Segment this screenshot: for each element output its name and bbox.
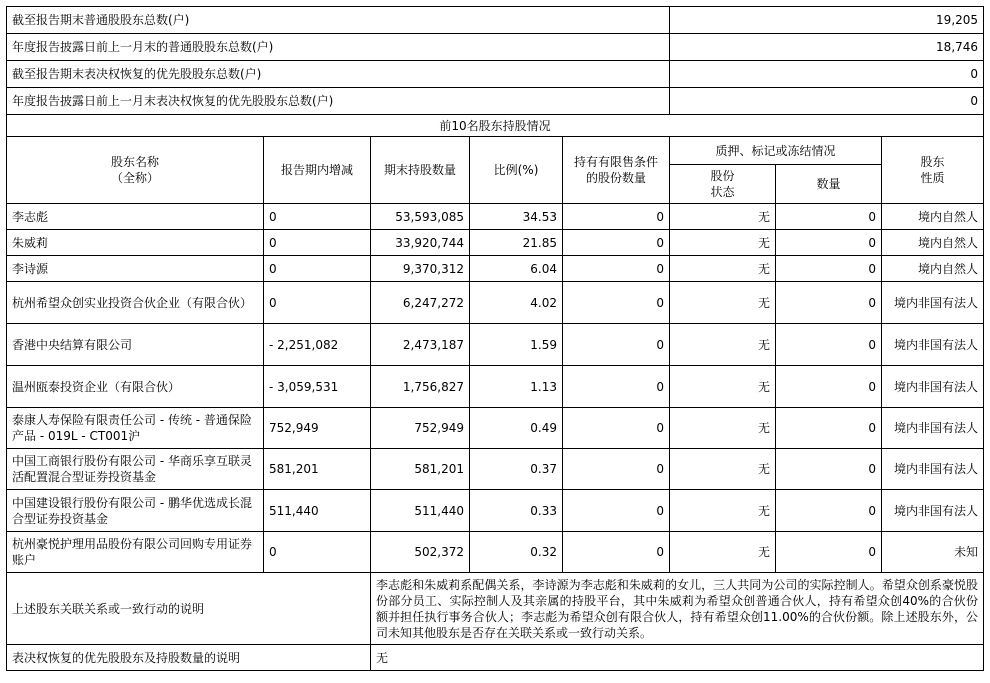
summary-row bbox=[7, 7, 984, 34]
pledge-qty: 0 bbox=[776, 408, 882, 449]
shareholder-restricted: 0 bbox=[563, 256, 670, 282]
header-change: 报告期内增减 bbox=[264, 137, 371, 204]
preferred-row bbox=[7, 645, 984, 671]
summary-row bbox=[7, 61, 984, 88]
shareholder-nature: 境内非国有法人 bbox=[882, 408, 984, 449]
header-nature: 股东 性质 bbox=[882, 137, 984, 204]
shareholder-change: 0 bbox=[264, 282, 371, 324]
shareholder-nature: 境内非国有法人 bbox=[882, 324, 984, 366]
table-row bbox=[7, 366, 984, 408]
shareholder-nature: 境内自然人 bbox=[882, 256, 984, 282]
shareholder-ratio: 21.85 bbox=[470, 230, 563, 256]
shareholder-change: - 3,059,531 bbox=[264, 366, 371, 408]
pledge-status: 无 bbox=[670, 532, 776, 573]
pledge-status: 无 bbox=[670, 490, 776, 532]
header-restricted: 持有有限售条件 的股份数量 bbox=[563, 137, 670, 204]
table-row bbox=[7, 408, 984, 449]
table-row bbox=[7, 282, 984, 324]
shareholder-shares: 6,247,272 bbox=[371, 282, 470, 324]
pledge-status: 无 bbox=[670, 256, 776, 282]
section-title-row bbox=[7, 115, 984, 137]
shareholder-name: 李志彪 bbox=[7, 204, 264, 230]
shareholder-nature: 境内自然人 bbox=[882, 204, 984, 230]
shareholder-ratio: 0.49 bbox=[470, 408, 563, 449]
pledge-qty: 0 bbox=[776, 490, 882, 532]
pledge-qty: 0 bbox=[776, 366, 882, 408]
summary-label: 年度报告披露日前上一月末的普通股股东总数(户) bbox=[7, 34, 670, 61]
shareholder-restricted: 0 bbox=[563, 408, 670, 449]
shareholder-ratio: 4.02 bbox=[470, 282, 563, 324]
shareholder-name: 中国建设银行股份有限公司 - 鹏华优选成长混合型证券投资基金 bbox=[7, 490, 264, 532]
header-row bbox=[7, 137, 984, 165]
shareholder-restricted: 0 bbox=[563, 230, 670, 256]
pledge-qty: 0 bbox=[776, 230, 882, 256]
section-title: 前10名股东持股情况 bbox=[7, 115, 984, 137]
shareholder-name: 中国工商银行股份有限公司 - 华商乐享互联灵活配置混合型证券投资基金 bbox=[7, 449, 264, 490]
relation-text: 李志彪和朱威莉系配偶关系，李诗源为李志彪和朱威莉的女儿，三人共同为公司的实际控制人。希望众创系豪悦股份部分员工、实际控制人及其亲属的持股平台，其中朱威莉为希望众创普通合伙人，持有希望众创40%的合伙份额并担任执行事务合伙人；李志彪为希望众创有限合伙人，持有希望众创11.00%的合伙份额。除上述股东外，公司未知其他股东是否存在关联关系或一致行动关系。 bbox=[371, 573, 984, 645]
shareholder-ratio: 0.37 bbox=[470, 449, 563, 490]
shareholder-nature: 境内非国有法人 bbox=[882, 366, 984, 408]
header-pledge-status: 股份 状态 bbox=[670, 165, 776, 204]
shareholder-nature: 未知 bbox=[882, 532, 984, 573]
pledge-status: 无 bbox=[670, 366, 776, 408]
table-row bbox=[7, 490, 984, 532]
header-ratio: 比例(%) bbox=[470, 137, 563, 204]
shareholder-shares: 511,440 bbox=[371, 490, 470, 532]
shareholder-ratio: 1.59 bbox=[470, 324, 563, 366]
pledge-qty: 0 bbox=[776, 532, 882, 573]
shareholder-nature: 境内非国有法人 bbox=[882, 282, 984, 324]
shareholder-ratio: 0.32 bbox=[470, 532, 563, 573]
shareholder-name: 朱威莉 bbox=[7, 230, 264, 256]
shareholder-name: 泰康人寿保险有限责任公司 - 传统 - 普通保险产品 - 019L - CT001沪 bbox=[7, 408, 264, 449]
shareholder-ratio: 0.33 bbox=[470, 490, 563, 532]
shareholder-ratio: 6.04 bbox=[470, 256, 563, 282]
shareholder-shares: 33,920,744 bbox=[371, 230, 470, 256]
header-pledge-qty: 数量 bbox=[776, 165, 882, 204]
shareholder-restricted: 0 bbox=[563, 282, 670, 324]
pledge-qty: 0 bbox=[776, 256, 882, 282]
preferred-label: 表决权恢复的优先股股东及持股数量的说明 bbox=[7, 645, 371, 671]
preferred-text: 无 bbox=[371, 645, 984, 671]
shareholder-change: - 2,251,082 bbox=[264, 324, 371, 366]
header-pledge-group: 质押、标记或冻结情况 bbox=[670, 137, 882, 165]
pledge-status: 无 bbox=[670, 408, 776, 449]
table-row bbox=[7, 256, 984, 282]
shareholder-shares: 1,756,827 bbox=[371, 366, 470, 408]
header-shares: 期末持股数量 bbox=[371, 137, 470, 204]
shareholder-restricted: 0 bbox=[563, 366, 670, 408]
pledge-qty: 0 bbox=[776, 282, 882, 324]
summary-value: 19,205 bbox=[670, 7, 984, 34]
shareholder-table bbox=[6, 6, 984, 671]
shareholder-nature: 境内非国有法人 bbox=[882, 449, 984, 490]
shareholder-change: 0 bbox=[264, 230, 371, 256]
shareholder-restricted: 0 bbox=[563, 324, 670, 366]
shareholder-nature: 境内自然人 bbox=[882, 230, 984, 256]
pledge-status: 无 bbox=[670, 449, 776, 490]
shareholder-change: 752,949 bbox=[264, 408, 371, 449]
pledge-status: 无 bbox=[670, 324, 776, 366]
shareholder-change: 0 bbox=[264, 256, 371, 282]
shareholder-name: 香港中央结算有限公司 bbox=[7, 324, 264, 366]
pledge-qty: 0 bbox=[776, 204, 882, 230]
table-row bbox=[7, 449, 984, 490]
summary-label: 年度报告披露日前上一月末表决权恢复的优先股股东总数(户) bbox=[7, 88, 670, 115]
shareholder-shares: 9,370,312 bbox=[371, 256, 470, 282]
shareholder-shares: 581,201 bbox=[371, 449, 470, 490]
pledge-status: 无 bbox=[670, 204, 776, 230]
summary-label: 截至报告期末普通股股东总数(户) bbox=[7, 7, 670, 34]
summary-label: 截至报告期末表决权恢复的优先股股东总数(户) bbox=[7, 61, 670, 88]
header-name: 股东名称 （全称） bbox=[7, 137, 264, 204]
shareholder-nature: 境内非国有法人 bbox=[882, 490, 984, 532]
relation-label: 上述股东关联关系或一致行动的说明 bbox=[7, 573, 371, 645]
shareholder-change: 0 bbox=[264, 204, 371, 230]
table-row bbox=[7, 324, 984, 366]
shareholder-name: 杭州希望众创实业投资合伙企业（有限合伙） bbox=[7, 282, 264, 324]
shareholder-shares: 752,949 bbox=[371, 408, 470, 449]
table-row bbox=[7, 204, 984, 230]
summary-row bbox=[7, 34, 984, 61]
shareholder-change: 511,440 bbox=[264, 490, 371, 532]
shareholder-shares: 502,372 bbox=[371, 532, 470, 573]
shareholder-name: 杭州豪悦护理用品股份有限公司回购专用证券账户 bbox=[7, 532, 264, 573]
shareholder-shares: 53,593,085 bbox=[371, 204, 470, 230]
summary-row bbox=[7, 88, 984, 115]
summary-value: 0 bbox=[670, 61, 984, 88]
shareholder-shares: 2,473,187 bbox=[371, 324, 470, 366]
shareholder-name: 李诗源 bbox=[7, 256, 264, 282]
shareholder-restricted: 0 bbox=[563, 204, 670, 230]
shareholder-name: 温州瓯泰投资企业（有限合伙） bbox=[7, 366, 264, 408]
pledge-status: 无 bbox=[670, 282, 776, 324]
shareholder-ratio: 34.53 bbox=[470, 204, 563, 230]
shareholder-change: 0 bbox=[264, 532, 371, 573]
summary-value: 18,746 bbox=[670, 34, 984, 61]
summary-value: 0 bbox=[670, 88, 984, 115]
shareholder-restricted: 0 bbox=[563, 532, 670, 573]
shareholder-change: 581,201 bbox=[264, 449, 371, 490]
table-row bbox=[7, 230, 984, 256]
table-row bbox=[7, 532, 984, 573]
shareholder-restricted: 0 bbox=[563, 490, 670, 532]
pledge-qty: 0 bbox=[776, 324, 882, 366]
shareholder-ratio: 1.13 bbox=[470, 366, 563, 408]
relation-row bbox=[7, 573, 984, 645]
shareholder-restricted: 0 bbox=[563, 449, 670, 490]
pledge-status: 无 bbox=[670, 230, 776, 256]
pledge-qty: 0 bbox=[776, 449, 882, 490]
